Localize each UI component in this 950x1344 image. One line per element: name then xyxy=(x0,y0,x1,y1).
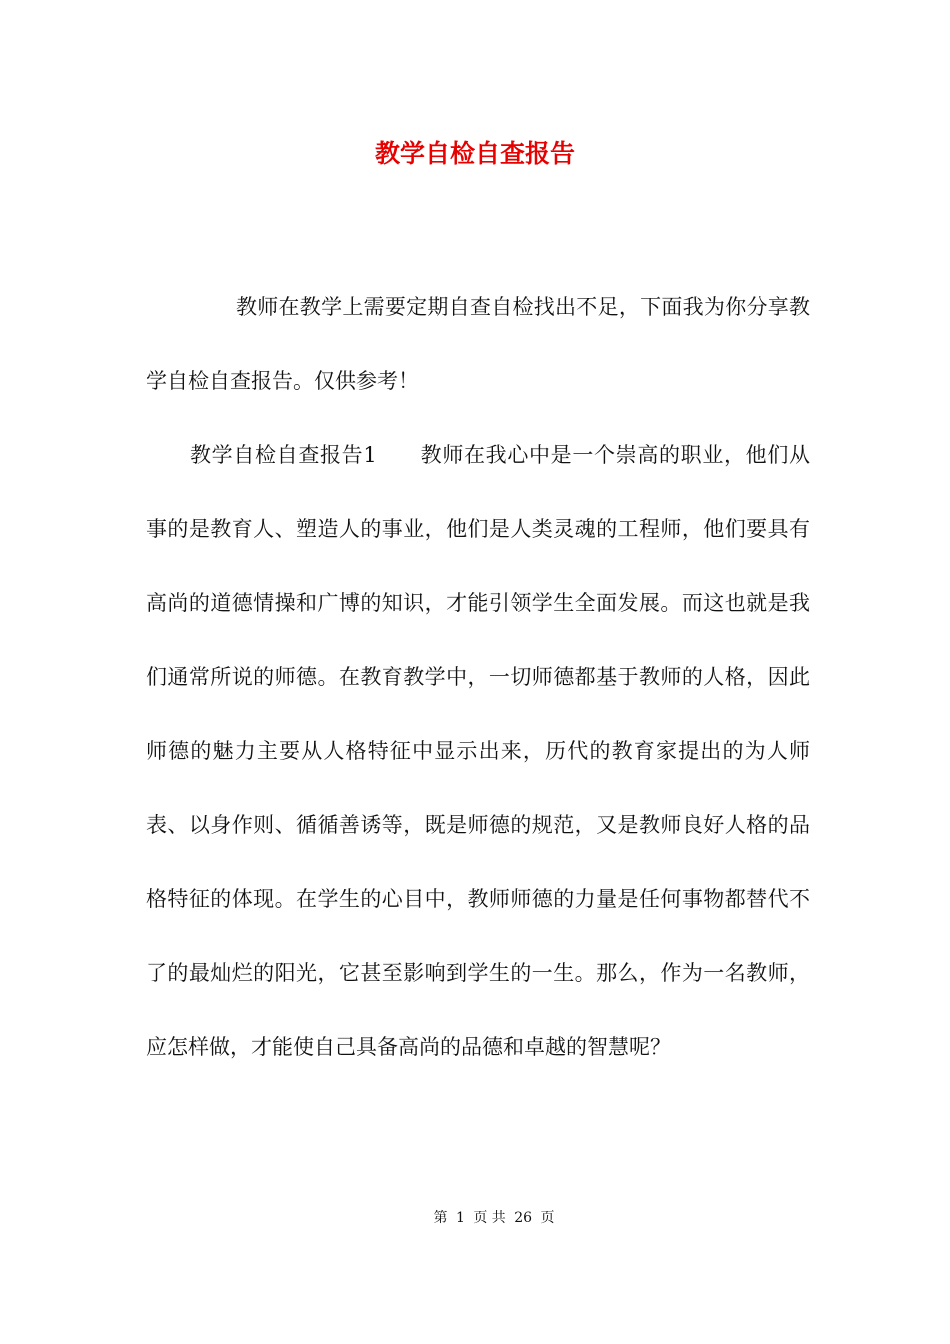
footer-suffix: 页 xyxy=(540,1210,555,1226)
report-paragraph: 教学自检自查报告1 教师在我心中是一个崇高的职业，他们从事的是教育人、塑造人的事业，他们是人类灵魂的工程师，他们要具有高尚的道德情操和广博的知识，才能引领学生全面发展。而这也就是我们通常所说的师德。在教育教学中，一切师德都基于教师的人格，因此师德的魅力主要从人格特征中显示出来，历代的教育家提出的为人师表、以身作则、循循善诱等，既是师德的规范，又是教师良好人格的品格特征的体现。在学生的心目中，教师师德的力量是任何事物都替代不了的最灿烂的阳光，它甚至影响到学生的一生。那么，作为一名教师，应怎样做，才能使自己具备高尚的品德和卓越的智慧呢？ xyxy=(146,443,810,1059)
footer-middle: 页 共 xyxy=(473,1210,506,1226)
document-body xyxy=(146,270,810,1084)
footer-total-pages: 26 xyxy=(514,1210,533,1226)
page-footer xyxy=(0,1208,950,1228)
intro-paragraph: 教师在教学上需要定期自查自检找出不足，下面我为你分享教学自检自查报告。仅供参考！ xyxy=(146,295,810,393)
footer-prefix: 第 xyxy=(433,1210,448,1226)
footer-current-page: 1 xyxy=(455,1210,465,1226)
document-title: 教学自检自查报告 xyxy=(374,139,575,168)
